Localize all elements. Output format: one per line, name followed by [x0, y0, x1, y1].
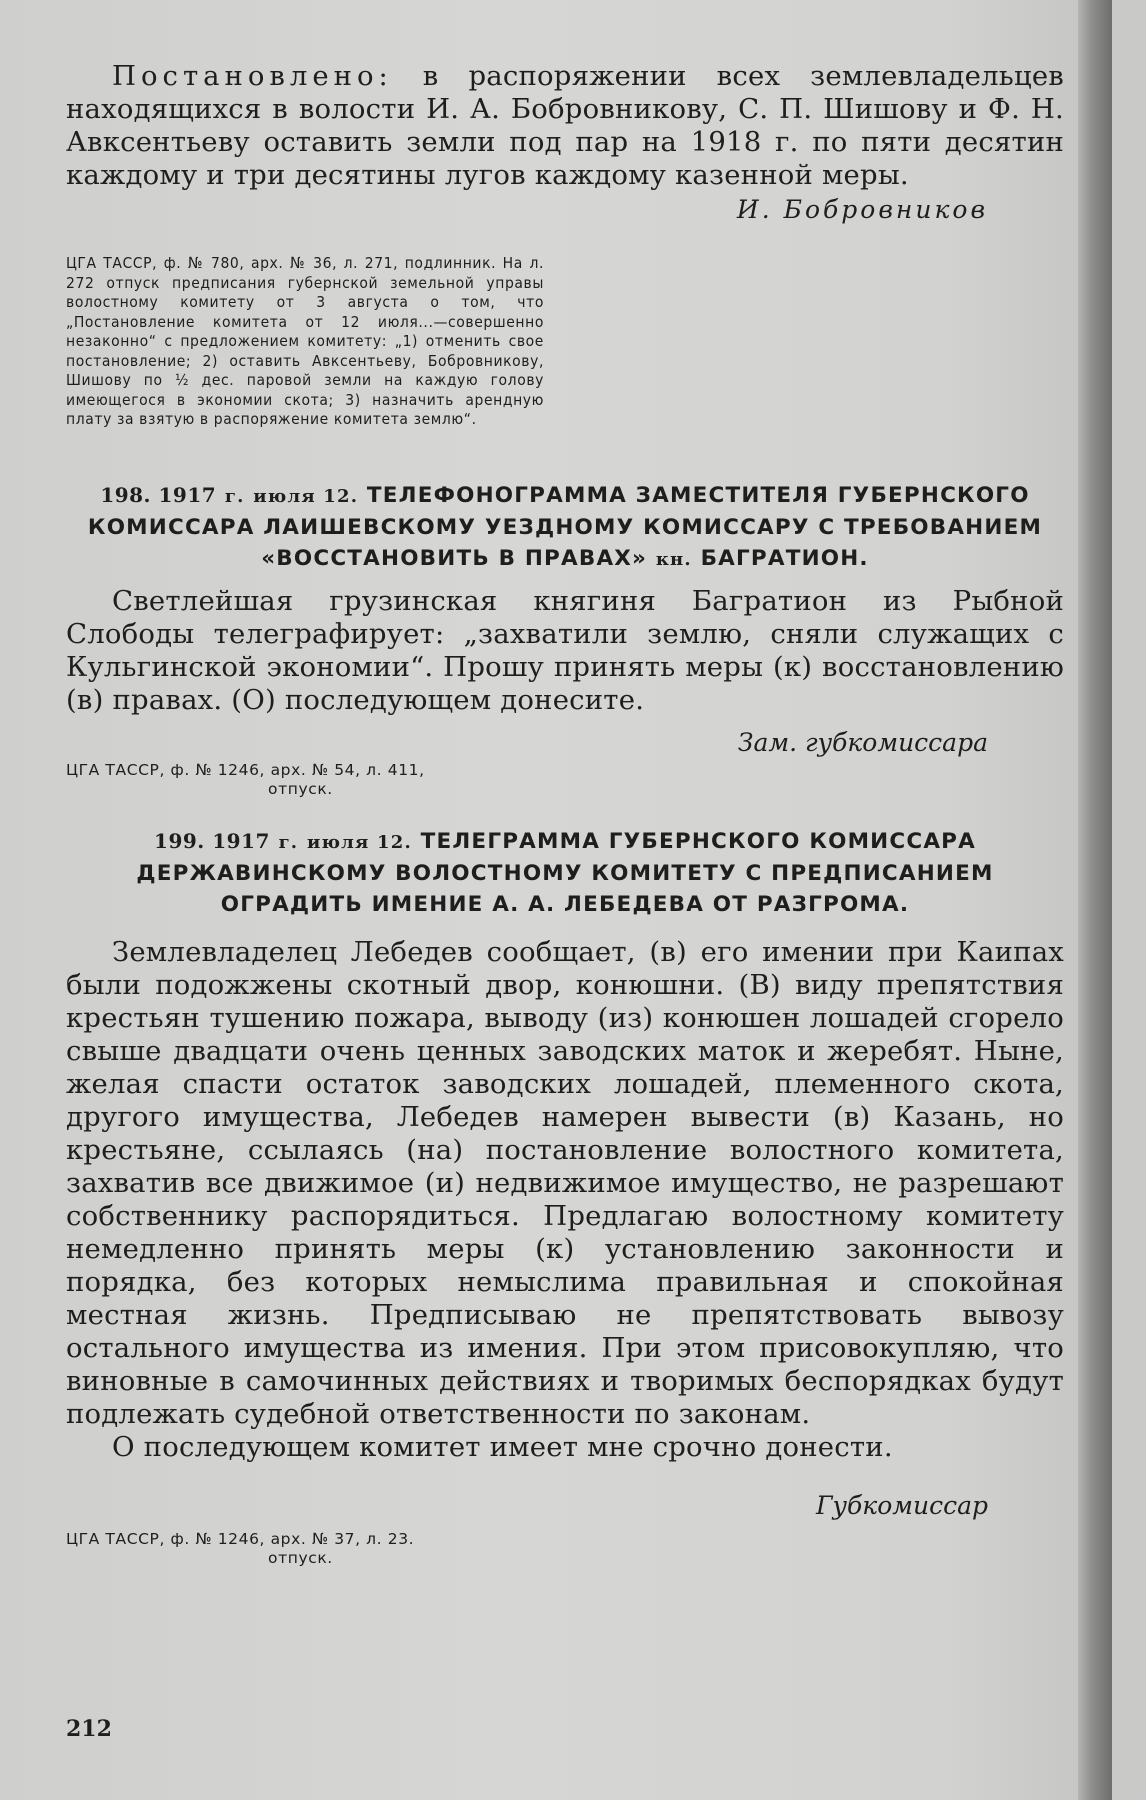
doc-199-source: [66, 1530, 546, 1569]
doc-198-name: БАГРАТИОН.: [700, 545, 869, 571]
doc-198-number-date: 198. 1917: [100, 482, 217, 507]
doc-198-heading: [66, 480, 1064, 575]
archive-note-271: ЦГА ТАССР, ф. № 780, арх. № 36, л. 271, подлинник. На л. 272 отпуск предписания губернской земельной управы волостному комитету от 3 августа о том, что „Постановление комитета от 12 июля...—совершенно незаконно“ с предложением комитету: „1) отменить свое постановление; 2) оставить Авксентьеву, Бобровникову, Шишову по ½ дес. паровой земли на каждую голову имеющегося в экономии скота; 3) назначить арендную плату за взятую в распоряжение комитета землю“.: [66, 254, 544, 428]
doc-198-g: г.: [224, 485, 245, 507]
doc-199-title: ТЕЛЕГРАММА ГУБЕРНСКОГО КОМИССАРА ДЕРЖАВИНСКОМУ ВОЛОСТНОМУ КОМИТЕТУ С ПРЕДПИСАНИЕМ ОГРАДИТЬ ИМЕНИЕ А. А. ЛЕБЕДЕВА ОТ РАЗГРОМА.: [136, 828, 994, 917]
doc-198-source: [66, 761, 546, 800]
page-content: [66, 60, 1064, 1569]
doc-199-heading: [66, 826, 1064, 920]
doc-199-g: г.: [278, 831, 299, 853]
signature-bobrovnikov: И. Бобровников: [736, 195, 988, 224]
doc-198-title: ТЕЛЕФОНОГРАММА ЗАМЕСТИТЕЛЯ ГУБЕРНСКОГО КОМИССАРА ЛАИШЕВСКОМУ УЕЗДНОМУ КОМИССАРУ С ТРЕБОВАНИЕМ «ВОССТАНОВИТЬ В ПРАВАХ»: [87, 482, 1043, 571]
doc-198-source-line1: ЦГА ТАССР, ф. № 1246, арх. № 54, л. 411,: [66, 760, 425, 779]
doc-198-kn: кн.: [655, 548, 692, 570]
doc-199-number-date: 199. 1917: [154, 828, 270, 853]
doc-199-closing: О последующем комитет имеет мне срочно донести.: [112, 1430, 893, 1463]
resolution-lead: Постановлено:: [112, 60, 393, 92]
doc-198-source-line2: отпуск.: [268, 780, 333, 798]
doc-198-month: июля 12.: [253, 485, 359, 507]
doc-199-source-line1: ЦГА ТАССР, ф. № 1246, арх. № 37, л. 23.: [66, 1529, 415, 1548]
doc-199-month: июля 12.: [306, 831, 412, 853]
doc-199-text: Землевладелец Лебедев сообщает, (в) его имении при Каипах были подожжены скотный двор, конюшни. (В) виду препятствия крестьян тушению пожара, выводу (из) конюшен лошадей сгорело свыше двадцати очень ценных заводских маток и жеребят. Ныне, желая спасти остаток заводских лошадей, племенного скота, другого имущества, Лебедев намерен вывести (в) Казань, но крестьяне, ссылаясь (на) постановление волостного комитета, захватив все движимое (и) недвижимое имущество, не разрешают собственнику распорядиться. Предлагаю волостному комитету немедленно принять меры (к) установлению законности и порядка, без которых немыслима правильная и спокойная местная жизнь. Предписываю не препятствовать вывозу остального имущества из имения. При этом присовокупляю, что виновные в самочинных действиях и творимых беспорядках будут подлежать судебной ответственности по законам.: [66, 935, 1064, 1430]
doc-198-signature: Зам. губкомиссара: [737, 727, 988, 757]
page-number: 212: [66, 1716, 112, 1742]
resolution-paragraph: [66, 60, 1064, 192]
doc-198-text: Светлейшая грузинская княгиня Багратион из Рыбной Слободы телеграфирует: „захватили землю, сняли служащих с Кульгинской экономии“. Прошу принять меры (к) восстановлению (в) правах. (О) последующем донесите.: [66, 584, 1064, 716]
doc-199-signature: Губкомиссар: [815, 1490, 988, 1520]
resolution-text: в распоряжении всех землевладельцев находящихся в волости И. А. Бобровникову, С. П. Шишову и Ф. Н. Авксентьеву оставить земли под пар на 1918 г. по пяти десятин каждому и три десятины лугов каждому казенной меры.: [66, 60, 1064, 191]
page-gutter-shadow: [1078, 0, 1112, 1800]
doc-199-source-line2: отпуск.: [268, 1549, 333, 1567]
